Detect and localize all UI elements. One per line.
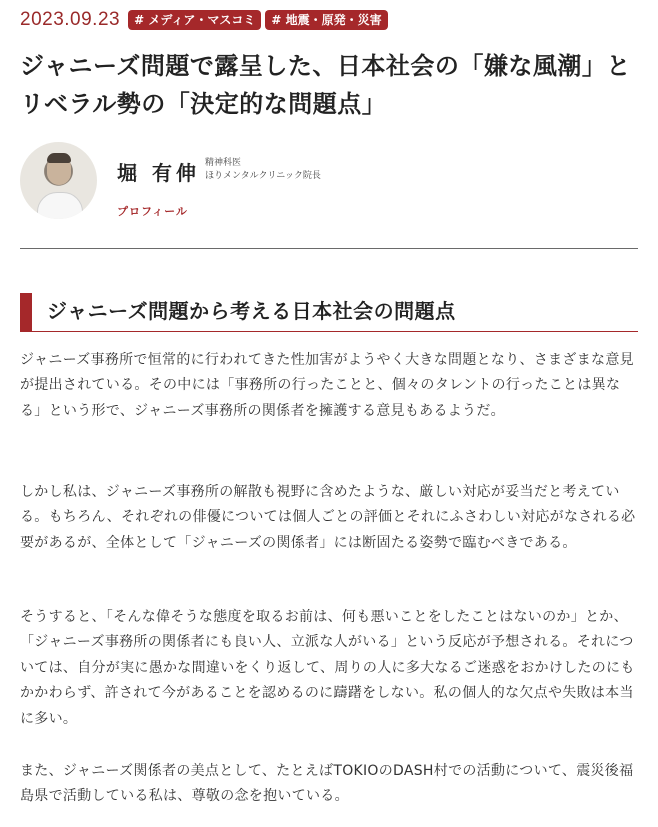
- author-avatar: [20, 142, 97, 219]
- section-accent-bar: [20, 293, 32, 331]
- paragraph-1: ジャニーズ事務所で恒常的に行われてきた性加害がようやく大きな問題となり、さまざまな意見が提出されている。その中には「事務所の行ったことと、個々のタレントの行ったことは異なる」という形で、ジャニーズ事務所の関係者を擁護する意見もあるようだ。: [20, 352, 634, 419]
- author-block: [20, 142, 640, 222]
- profile-link[interactable]: プロフィール: [117, 205, 188, 218]
- paragraph-3: そうすると、「そんな偉そうな態度を取るお前は、何も悪いことをしたことはないのか」とか、「ジャニーズ事務所の関係者にも良い人、立派な人がいる」という反応が予想される。それについては、自分が実に愚かな間違いをくり返して、周りの人に多大なるご迷惑をおかけしたのにもかかわらず、許されて今があることを認めるのに躊躇をしない。私の個人的な欠点や失敗は本当に多い。: [20, 609, 635, 727]
- section-heading-text: ジャニーズ問題から考える日本社会の問題点: [47, 299, 456, 323]
- tag-media[interactable]: # メディア・マスコミ: [128, 10, 261, 30]
- author-role: [205, 157, 321, 183]
- section-heading: [20, 293, 638, 332]
- author-role-title: 精神科医: [205, 158, 242, 168]
- author-name: 堀 有伸: [117, 161, 200, 185]
- publish-date: 2023.09.23: [20, 9, 121, 30]
- paragraph-4: また、ジャニーズ関係者の美点として、たとえばTOKIOのDASH村での活動について、震災後福島県で活動している私は、尊敬の念を抱いている。: [20, 763, 634, 805]
- paragraph-2: しかし私は、ジャニーズ事務所の解散も視野に含めたような、厳しい対応が妥当だと考えている。もちろん、それぞれの俳優については個人ごとの評価とそれにふさわしい対応がなされる必要があるが、全体として「ジャニーズの関係者」には断固たる姿勢で臨むべきである。: [20, 484, 636, 551]
- article-title: ジャニーズ問題で露呈した、日本社会の「嫌な風潮」とリベラル勢の「決定的な問題点」: [20, 52, 631, 118]
- divider: [20, 248, 638, 249]
- author-affiliation: ほりメンタルクリニック院長: [205, 171, 321, 181]
- tag-disaster[interactable]: # 地震・原発・災害: [265, 10, 387, 30]
- article-meta: [20, 9, 392, 31]
